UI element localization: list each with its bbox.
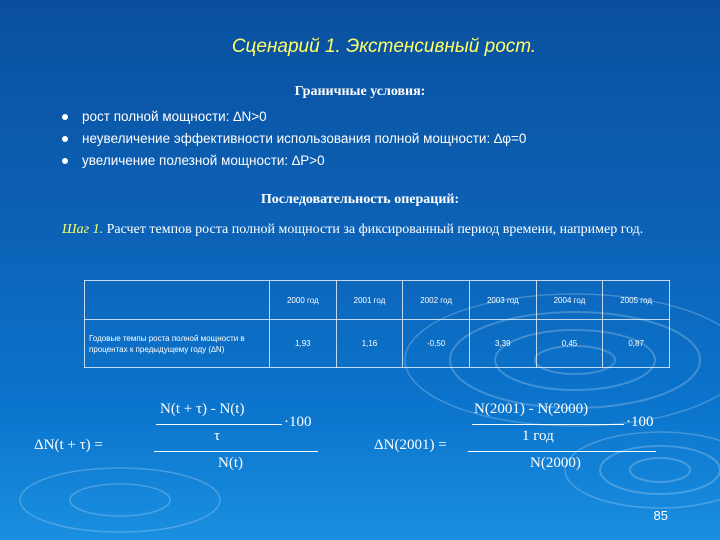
table-cell: 3,39 — [469, 320, 536, 368]
formula-sub: 1 год — [522, 428, 554, 444]
step-label: Шаг 1. — [62, 222, 104, 237]
formula-denominator: N(2000) — [530, 455, 581, 471]
fraction-bar — [156, 424, 282, 425]
table-header-row — [85, 281, 670, 320]
formula-numerator: N(t + τ) - N(t) — [160, 401, 245, 417]
bullet-icon — [62, 136, 68, 142]
table-header-cell — [85, 281, 270, 320]
table-cell: 1,93 — [270, 320, 337, 368]
operations-heading: Последовательность операций: — [260, 192, 460, 207]
boundary-conditions-list — [62, 106, 526, 172]
step-1-paragraph — [24, 220, 704, 240]
table-row-label: Годовые темпы роста полной мощности в процентах к предыдущему году (∆N) — [85, 320, 270, 368]
list-item: неувеличение эффективности использования полной мощности: ∆φ=0 — [62, 128, 526, 150]
table-header-cell: 2004 год — [536, 281, 603, 320]
formula-denominator: N(t) — [218, 455, 243, 471]
list-item: рост полной мощности: ∆N>0 — [62, 106, 526, 128]
formula-factor: ·100 — [626, 414, 654, 430]
formula-numerator: N(2001) - N(2000) — [474, 401, 589, 417]
formula-lhs: ΔN(2001) = — [374, 437, 447, 453]
bullet-icon — [62, 158, 68, 164]
table-cell: 1,16 — [336, 320, 403, 368]
fraction-bar — [472, 424, 624, 425]
table-header-cell: 2002 год — [403, 281, 470, 320]
table-cell: 0,45 — [536, 320, 603, 368]
page-number: 85 — [653, 508, 668, 523]
formula-factor: ·100 — [284, 414, 312, 430]
table-header-cell: 2000 год — [270, 281, 337, 320]
table-cell: 0,87 — [603, 320, 670, 368]
fraction-bar — [468, 451, 656, 452]
table-header-cell: 2005 год — [603, 281, 670, 320]
table-header-cell: 2003 год — [469, 281, 536, 320]
table-row — [85, 320, 670, 368]
formula-lhs: ΔN(t + τ) = — [34, 437, 103, 453]
table-header-cell: 2001 год — [336, 281, 403, 320]
fraction-bar — [154, 451, 318, 452]
list-item: увеличение полезной мощности: ∆P>0 — [62, 150, 526, 172]
step-text: Расчет темпов роста полной мощности за фиксированный период времени, например год. — [103, 222, 644, 237]
boundary-conditions-heading: Граничные условия: — [294, 84, 426, 99]
slide-title: Сценарий 1. Экстенсивный рост. — [231, 36, 537, 57]
table-cell: -0,50 — [403, 320, 470, 368]
bullet-icon — [62, 114, 68, 120]
formula-tau: τ — [214, 428, 221, 444]
growth-rate-table — [84, 280, 670, 368]
